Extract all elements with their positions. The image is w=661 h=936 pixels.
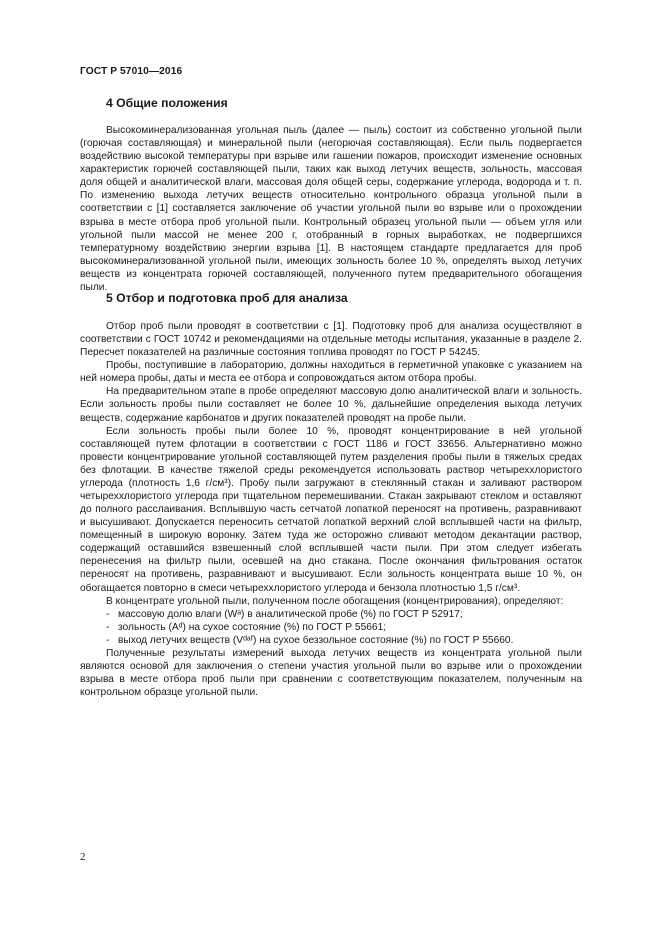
paragraph: Если зольность пробы пыли более 10 %, проводят концентрирование в ней угольной составляющей путем флотации в соответствии с ГОСТ 1186 и ГОСТ 33656. Альтернативно можно провести концентрирование угольной составляющей путем разделения пробы пыли в тяжелых средах без флотации. В качестве тяжелой среды рекомендуется использовать раствор четыреххлористого углерода (плотность 1,6 г/см³). Пробу пыли загружают в стеклянный стакан и заливают раствором четыреххлористого углерода при тщательном перемешивании. Стакан закрывают стеклом и оставляют до полного расслаивания. Всплывшую часть сетчатой лопаткой переносят на противень, разравнивают и высушивают. Допускается переносить сетчатой лопаткой верхний слой всплывшей части на фильтр, помещенный в широкую воронку. Затем туда же осторожно сливают методом декантации раствор, содержащий оставшийся взвешенный слой всплывшей части пыли. При этом следует избегать перенесения на фильтр пыли, осевшей на дно стакана. После окончания фильтрования остаток переносят на противень, разравнивают и высушивают. Если зольность концентрата выше 10 %, он обогащается повторно в смеси четыреххлористого углерода и бензола плотностью 1,5 г/см³.	[80, 425, 582, 594]
paragraph: Отбор проб пыли проводят в соответствии с [1]. Подготовку проб для анализа осуществляют в соответствии с ГОСТ 10742 и рекомендациями на отдельные методы испытания, указанные в разделе 2. Пересчет показателей на различные состояния топлива проводят по ГОСТ Р 54245.	[80, 321, 582, 359]
list-item-text: выход летучих веществ (Vᵈᵃᶠ) на сухое беззольное состояние (%) по ГОСТ Р 55660.	[118, 634, 514, 646]
paragraph: В концентрате угольной пыли, полученном после обогащения (концентрирования), определяют:	[106, 595, 564, 607]
standard-code: ГОСТ Р 57010—2016	[80, 66, 183, 77]
list-item-text: массовую долю влаги (Wᵃ) в аналитической пробе (%) по ГОСТ Р 52917;	[118, 608, 463, 620]
section-heading: 5 Отбор и подготовка проб для анализа	[106, 291, 348, 305]
section-general-provisions	[80, 95, 582, 294]
section-heading: 4 Общие положения	[106, 96, 228, 110]
paragraph: Высокоминерализованная угольная пыль (далее — пыль) состоит из собственно угольной пыли (горючая составляющая) и минеральной пыли (негорючая составляющая). Если пыль подвергается воздействию высокой температуры при взрыве или гашении пожаров, происходит изменение основных характеристик горючей составляющей пыли, таких как выход летучих веществ, зольность, массовая доля общей и аналитической влаги, массовая доля общей серы, содержание углерода, водорода и т. п. По изменению выхода летучих веществ относительно контрольного образца угольной пыли в соответствии с [1] составляется заключение об участии угольной пыли во взрыве или о прохождении взрыва в месте отбора проб угольной пыли. Контрольный образец угольной пыли — объем угля или угольной пыли массой не менее 200 г, отобранный в горных выработках, не подвергшихся температурному воздействию энергии взрыва [1]. В настоящем стандарте предлагается для проб высокоминерализованной угольной пыли, имеющих зольность более 10 %, определять выход летучих веществ из концентрата горючей составляющей, полученного путем предварительного обогащения пыли.	[80, 125, 582, 293]
list-marker: -	[106, 608, 110, 620]
paragraph: Полученные результаты измерений выхода летучих веществ из концентрата угольной пыли являются основой для заключения о степени участия угольной пыли во взрыве или о прохождении взрыва в месте отбора проб пыли при сравнении с соответствующим показателем, полученным на контрольном образце угольной пыли.	[80, 647, 582, 699]
paragraph: Пробы, поступившие в лабораторию, должны находиться в герметичной упаковке с указанием на ней номера пробы, даты и места ее отбора и сопровождаться актом отбора пробы.	[80, 360, 582, 385]
list-item	[80, 621, 582, 634]
page-number: 2	[80, 851, 86, 863]
list-marker: -	[106, 634, 110, 646]
list-item	[80, 634, 582, 647]
section-sampling	[80, 290, 582, 699]
list-marker: -	[106, 621, 110, 633]
list-item	[80, 608, 582, 621]
paragraph: На предварительном этапе в пробе определяют массовую долю аналитической влаги и зольность. Если зольность пробы пыли составляет не более 10 %, дальнейшие определения выхода летучих веществ, содержание карбонатов и других показателей проводят на пробе пыли.	[80, 386, 582, 424]
list-item-text: зольность (Aᵈ) на сухое состояние (%) по ГОСТ Р 55661;	[118, 621, 387, 633]
